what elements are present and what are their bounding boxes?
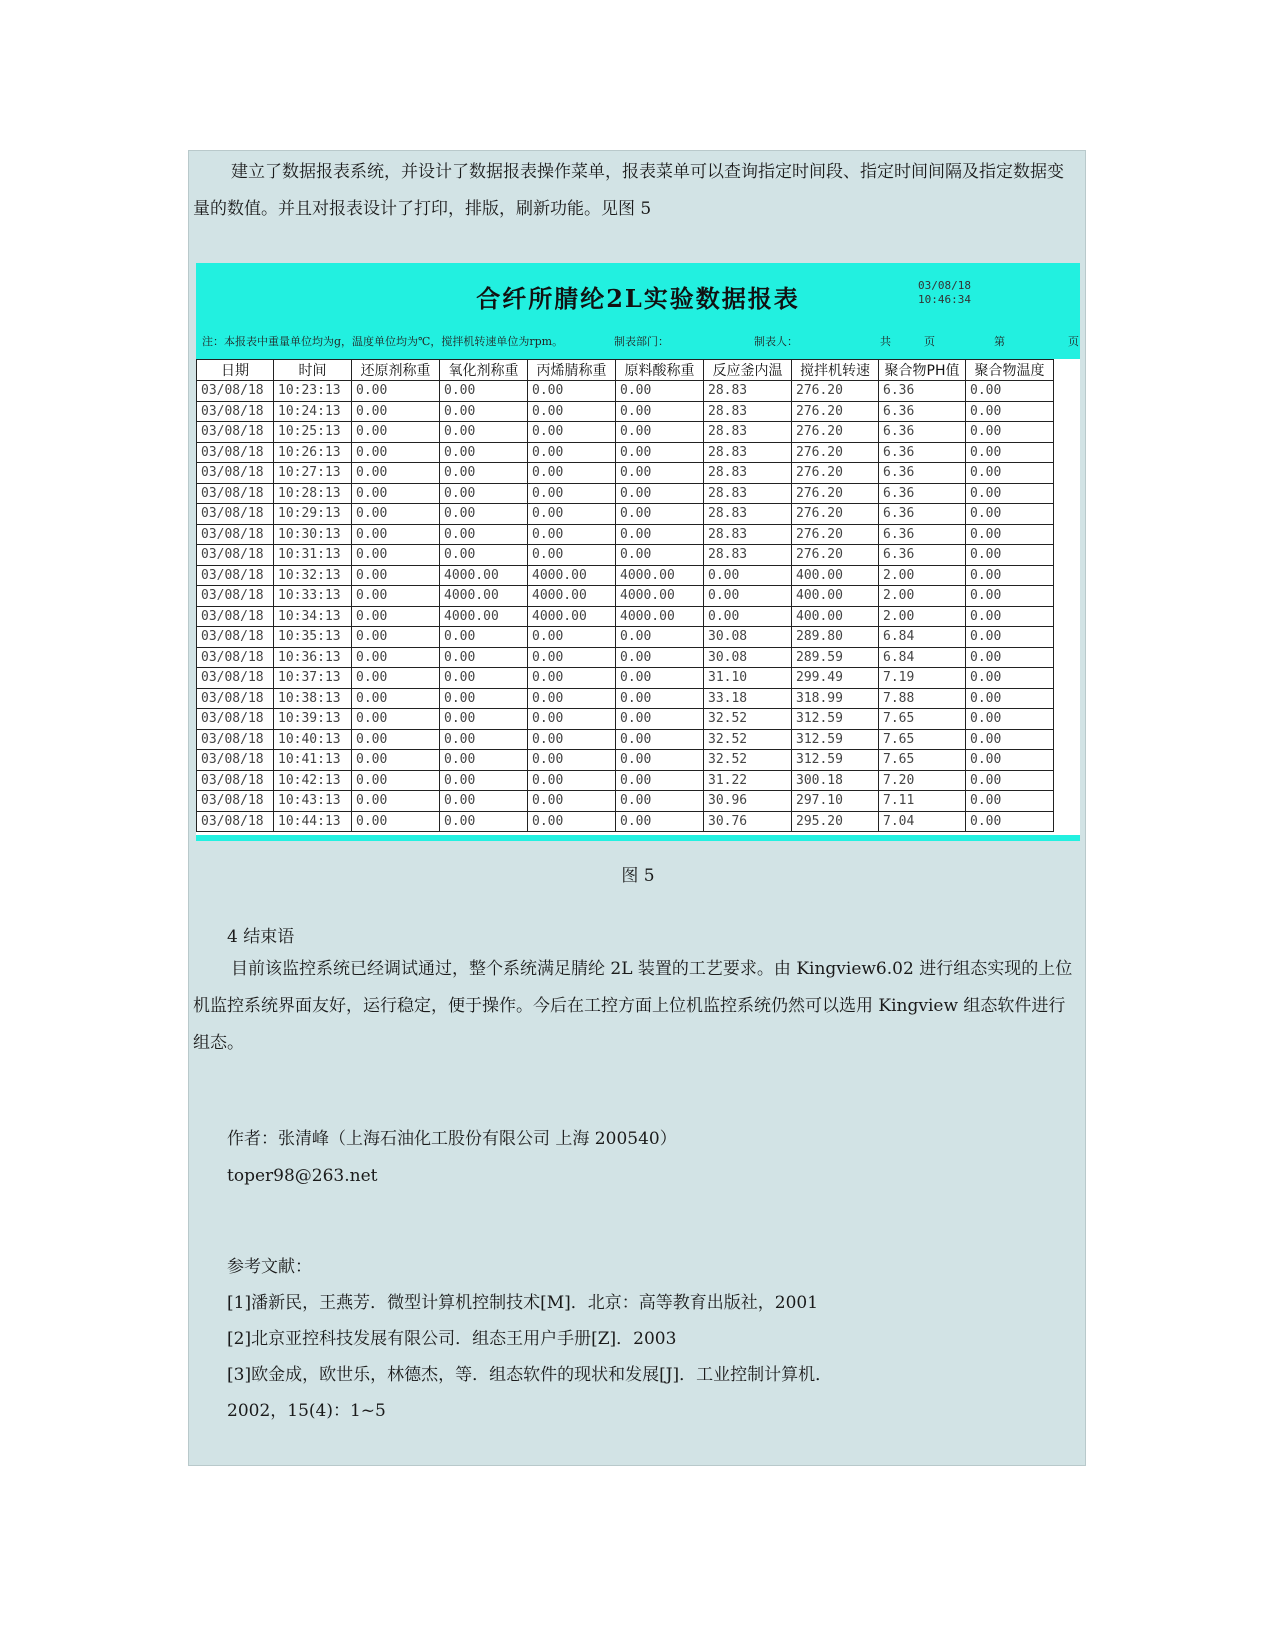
- table-cell: 0.00: [440, 483, 528, 504]
- table-cell: 4000.00: [440, 565, 528, 586]
- table-cell: 28.83: [704, 463, 792, 484]
- table-cell: 7.88: [879, 688, 966, 709]
- table-cell: 03/08/18: [197, 422, 274, 443]
- table-cell: 03/08/18: [197, 627, 274, 648]
- table-cell: 0.00: [616, 442, 704, 463]
- table-cell: 28.83: [704, 381, 792, 402]
- table-cell: 276.20: [792, 422, 879, 443]
- table-cell: 10:43:13: [274, 791, 352, 812]
- table-cell: 10:37:13: [274, 668, 352, 689]
- table-cell: 03/08/18: [197, 504, 274, 525]
- table-cell: 30.08: [704, 647, 792, 668]
- table-cell: 6.36: [879, 545, 966, 566]
- report-maker-label: 制表人：: [754, 335, 798, 348]
- table-cell: 0.00: [440, 442, 528, 463]
- table-row: [197, 688, 1054, 709]
- table-cell: 10:36:13: [274, 647, 352, 668]
- table-row: [197, 791, 1054, 812]
- table-cell: 276.20: [792, 401, 879, 422]
- table-cell: 0.00: [966, 770, 1054, 791]
- table-cell: 400.00: [792, 586, 879, 607]
- table-row: [197, 483, 1054, 504]
- table-cell: 28.83: [704, 504, 792, 525]
- table-cell: 2.00: [879, 565, 966, 586]
- table-cell: 6.36: [879, 381, 966, 402]
- table-row: [197, 463, 1054, 484]
- table-cell: 0.00: [440, 463, 528, 484]
- table-cell: 6.84: [879, 627, 966, 648]
- table-cell: 0.00: [966, 729, 1054, 750]
- table-cell: 7.65: [879, 709, 966, 730]
- table-cell: 0.00: [966, 627, 1054, 648]
- table-cell: 03/08/18: [197, 483, 274, 504]
- table-cell: 0.00: [352, 422, 440, 443]
- table-cell: 31.22: [704, 770, 792, 791]
- reference-item: [1]潘新民，王燕芳．微型计算机控制技术[M]．北京：高等教育出版社，2001: [227, 1293, 819, 1313]
- report-datetime: [918, 279, 971, 307]
- report-no-label: 第: [994, 335, 1005, 348]
- table-cell: 276.20: [792, 463, 879, 484]
- table-cell: 0.00: [966, 668, 1054, 689]
- table-cell: 0.00: [440, 750, 528, 771]
- table-cell: 03/08/18: [197, 545, 274, 566]
- table-cell: 0.00: [966, 688, 1054, 709]
- table-cell: 10:42:13: [274, 770, 352, 791]
- table-cell: 0.00: [966, 442, 1054, 463]
- table-cell: 0.00: [616, 729, 704, 750]
- report-figure: [196, 263, 1080, 841]
- table-cell: 2.00: [879, 606, 966, 627]
- table-cell: 0.00: [440, 770, 528, 791]
- table-cell: 28.83: [704, 483, 792, 504]
- table-cell: 276.20: [792, 483, 879, 504]
- table-cell: 0.00: [966, 381, 1054, 402]
- table-cell: 33.18: [704, 688, 792, 709]
- column-header: 时间: [274, 360, 352, 381]
- table-cell: 7.04: [879, 811, 966, 832]
- table-cell: 10:29:13: [274, 504, 352, 525]
- table-cell: 0.00: [352, 647, 440, 668]
- table-cell: 0.00: [704, 586, 792, 607]
- table-cell: 10:35:13: [274, 627, 352, 648]
- table-cell: 276.20: [792, 545, 879, 566]
- table-row: [197, 422, 1054, 443]
- reference-item-continued: 2002，15(4)：1~5: [227, 1401, 386, 1421]
- figure-caption: 图 5: [621, 866, 655, 886]
- table-cell: 0.00: [528, 811, 616, 832]
- table-cell: 0.00: [440, 627, 528, 648]
- table-cell: 32.52: [704, 709, 792, 730]
- table-cell: 03/08/18: [197, 811, 274, 832]
- table-cell: 0.00: [440, 709, 528, 730]
- table-cell: 0.00: [528, 647, 616, 668]
- table-cell: 0.00: [966, 565, 1054, 586]
- table-cell: 0.00: [966, 504, 1054, 525]
- conclusion-paragraph: 目前该监控系统已经调试通过，整个系统满足腈纶 2L 装置的工艺要求。由 Kingview6.02 进行组态实现的上位机监控系统界面友好，运行稳定，便于操作。今后在工控方面上位机监控系统仍然可以选用 Kingview 组态软件进行组态。: [193, 959, 1073, 1053]
- table-cell: 400.00: [792, 565, 879, 586]
- table-row: [197, 565, 1054, 586]
- table-cell: 03/08/18: [197, 401, 274, 422]
- table-cell: 0.00: [966, 586, 1054, 607]
- table-row: [197, 606, 1054, 627]
- reference-item: [2]北京亚控科技发展有限公司．组态王用户手册[Z]．2003: [227, 1329, 677, 1349]
- table-cell: 03/08/18: [197, 750, 274, 771]
- report-header: [196, 263, 1080, 359]
- table-cell: 0.00: [616, 688, 704, 709]
- references-title: 参考文献：: [227, 1257, 312, 1277]
- table-cell: 4000.00: [440, 606, 528, 627]
- table-cell: 6.84: [879, 647, 966, 668]
- table-cell: 03/08/18: [197, 791, 274, 812]
- column-header: 氧化剂称重: [440, 360, 528, 381]
- table-cell: 0.00: [352, 565, 440, 586]
- table-cell: 0.00: [440, 504, 528, 525]
- table-row: [197, 545, 1054, 566]
- table-cell: 6.36: [879, 483, 966, 504]
- column-header: 搅拌机转速: [792, 360, 879, 381]
- table-cell: 0.00: [352, 586, 440, 607]
- table-cell: 0.00: [966, 463, 1054, 484]
- table-cell: 0.00: [616, 422, 704, 443]
- table-cell: 297.10: [792, 791, 879, 812]
- table-cell: 4000.00: [528, 606, 616, 627]
- reference-item: [3]欧金成，欧世乐，林德杰，等．组态软件的现状和发展[J]．工业控制计算机．: [227, 1365, 833, 1385]
- table-cell: 0.00: [616, 647, 704, 668]
- table-cell: 6.36: [879, 524, 966, 545]
- table-cell: 28.83: [704, 545, 792, 566]
- table-cell: 0.00: [352, 729, 440, 750]
- column-header: 反应釜内温: [704, 360, 792, 381]
- table-cell: 0.00: [616, 483, 704, 504]
- table-cell: 0.00: [440, 791, 528, 812]
- table-cell: 10:25:13: [274, 422, 352, 443]
- table-cell: 10:27:13: [274, 463, 352, 484]
- report-page-label: 页: [924, 335, 935, 348]
- column-header: 丙烯腈称重: [528, 360, 616, 381]
- table-cell: 0.00: [352, 524, 440, 545]
- table-cell: 7.11: [879, 791, 966, 812]
- table-row: [197, 504, 1054, 525]
- table-cell: 03/08/18: [197, 647, 274, 668]
- table-cell: 0.00: [966, 647, 1054, 668]
- table-cell: 0.00: [528, 545, 616, 566]
- table-cell: 0.00: [966, 750, 1054, 771]
- table-cell: 0.00: [528, 483, 616, 504]
- table-cell: 03/08/18: [197, 688, 274, 709]
- table-cell: 0.00: [528, 504, 616, 525]
- table-cell: 0.00: [616, 709, 704, 730]
- column-header: 日期: [197, 360, 274, 381]
- table-cell: 0.00: [440, 545, 528, 566]
- report-title: 合纤所腈纶2L实验数据报表: [476, 284, 800, 313]
- table-cell: 0.00: [616, 504, 704, 525]
- table-cell: 4000.00: [616, 565, 704, 586]
- report-page-label-2: 页: [1068, 335, 1079, 348]
- table-cell: 10:40:13: [274, 729, 352, 750]
- table-cell: 0.00: [616, 791, 704, 812]
- table-cell: 276.20: [792, 504, 879, 525]
- table-cell: 289.80: [792, 627, 879, 648]
- table-cell: 0.00: [352, 709, 440, 730]
- table-header-row: [197, 360, 1054, 381]
- table-cell: 0.00: [352, 606, 440, 627]
- intro-paragraph: 建立了数据报表系统，并设计了数据报表操作菜单，报表菜单可以查询指定时间段、指定时间间隔及指定数据变量的数值。并且对报表设计了打印，排版，刷新功能。见图 5: [193, 162, 1064, 219]
- table-cell: 0.00: [440, 811, 528, 832]
- table-cell: 28.83: [704, 422, 792, 443]
- table-row: [197, 750, 1054, 771]
- table-cell: 300.18: [792, 770, 879, 791]
- table-cell: 10:38:13: [274, 688, 352, 709]
- table-cell: 4000.00: [616, 606, 704, 627]
- table-cell: 0.00: [616, 668, 704, 689]
- table-cell: 312.59: [792, 729, 879, 750]
- table-cell: 0.00: [966, 524, 1054, 545]
- table-row: [197, 709, 1054, 730]
- table-cell: 0.00: [440, 381, 528, 402]
- report-table: [196, 359, 1054, 832]
- table-cell: 10:44:13: [274, 811, 352, 832]
- table-cell: 0.00: [440, 668, 528, 689]
- table-cell: 276.20: [792, 524, 879, 545]
- table-cell: 03/08/18: [197, 565, 274, 586]
- table-cell: 0.00: [966, 811, 1054, 832]
- table-cell: 0.00: [704, 565, 792, 586]
- table-row: [197, 668, 1054, 689]
- table-cell: 295.20: [792, 811, 879, 832]
- table-cell: 0.00: [528, 750, 616, 771]
- table-cell: 0.00: [352, 401, 440, 422]
- table-cell: 28.83: [704, 401, 792, 422]
- table-cell: 0.00: [966, 606, 1054, 627]
- table-cell: 0.00: [528, 381, 616, 402]
- table-cell: 03/08/18: [197, 729, 274, 750]
- table-cell: 0.00: [352, 770, 440, 791]
- table-cell: 10:26:13: [274, 442, 352, 463]
- table-row: [197, 729, 1054, 750]
- table-cell: 10:30:13: [274, 524, 352, 545]
- table-cell: 318.99: [792, 688, 879, 709]
- table-cell: 0.00: [966, 401, 1054, 422]
- table-cell: 312.59: [792, 709, 879, 730]
- table-cell: 4000.00: [616, 586, 704, 607]
- table-cell: 10:24:13: [274, 401, 352, 422]
- table-row: [197, 524, 1054, 545]
- table-cell: 03/08/18: [197, 524, 274, 545]
- table-cell: 0.00: [616, 811, 704, 832]
- table-cell: 0.00: [528, 627, 616, 648]
- table-cell: 0.00: [352, 668, 440, 689]
- table-cell: 0.00: [616, 627, 704, 648]
- table-cell: 0.00: [352, 483, 440, 504]
- table-cell: 03/08/18: [197, 586, 274, 607]
- table-cell: 03/08/18: [197, 668, 274, 689]
- table-cell: 0.00: [528, 709, 616, 730]
- table-cell: 03/08/18: [197, 463, 274, 484]
- table-cell: 10:39:13: [274, 709, 352, 730]
- table-row: [197, 627, 1054, 648]
- column-header: 聚合物PH值: [879, 360, 966, 381]
- table-cell: 7.65: [879, 729, 966, 750]
- table-cell: 0.00: [352, 504, 440, 525]
- table-cell: 0.00: [966, 545, 1054, 566]
- table-cell: 0.00: [352, 442, 440, 463]
- table-cell: 10:33:13: [274, 586, 352, 607]
- table-cell: 0.00: [352, 791, 440, 812]
- table-cell: 03/08/18: [197, 381, 274, 402]
- table-cell: 0.00: [528, 688, 616, 709]
- table-cell: 0.00: [966, 709, 1054, 730]
- table-cell: 0.00: [440, 524, 528, 545]
- table-cell: 0.00: [352, 463, 440, 484]
- table-cell: 0.00: [966, 422, 1054, 443]
- column-header: 还原剂称重: [352, 360, 440, 381]
- table-cell: 30.96: [704, 791, 792, 812]
- table-cell: 276.20: [792, 442, 879, 463]
- table-cell: 0.00: [352, 545, 440, 566]
- table-cell: 0.00: [528, 524, 616, 545]
- table-cell: 2.00: [879, 586, 966, 607]
- table-row: [197, 442, 1054, 463]
- table-cell: 32.52: [704, 750, 792, 771]
- table-cell: 10:31:13: [274, 545, 352, 566]
- table-cell: 0.00: [616, 770, 704, 791]
- table-cell: 7.65: [879, 750, 966, 771]
- table-cell: 0.00: [704, 606, 792, 627]
- table-cell: 0.00: [616, 463, 704, 484]
- column-header: 原料酸称重: [616, 360, 704, 381]
- table-body: [197, 381, 1054, 832]
- table-row: [197, 586, 1054, 607]
- table-row: [197, 381, 1054, 402]
- table-cell: 0.00: [616, 401, 704, 422]
- table-cell: 03/08/18: [197, 709, 274, 730]
- report-total-label: 共: [880, 335, 891, 348]
- table-cell: 0.00: [528, 668, 616, 689]
- table-cell: 400.00: [792, 606, 879, 627]
- table-cell: 03/08/18: [197, 442, 274, 463]
- table-cell: 0.00: [352, 688, 440, 709]
- table-cell: 289.59: [792, 647, 879, 668]
- table-cell: 10:28:13: [274, 483, 352, 504]
- table-cell: 299.49: [792, 668, 879, 689]
- table-row: [197, 811, 1054, 832]
- table-cell: 10:23:13: [274, 381, 352, 402]
- table-cell: 0.00: [528, 770, 616, 791]
- table-cell: 4000.00: [440, 586, 528, 607]
- table-cell: 7.20: [879, 770, 966, 791]
- table-cell: 0.00: [528, 401, 616, 422]
- table-cell: 03/08/18: [197, 606, 274, 627]
- table-cell: 4000.00: [528, 586, 616, 607]
- table-cell: 0.00: [440, 729, 528, 750]
- table-cell: 0.00: [528, 791, 616, 812]
- table-cell: 0.00: [966, 791, 1054, 812]
- table-cell: 10:34:13: [274, 606, 352, 627]
- table-cell: 7.19: [879, 668, 966, 689]
- table-cell: 312.59: [792, 750, 879, 771]
- table-cell: 6.36: [879, 442, 966, 463]
- table-cell: 6.36: [879, 463, 966, 484]
- table-cell: 6.36: [879, 401, 966, 422]
- report-time: 10:46:34: [918, 293, 971, 306]
- table-cell: 0.00: [440, 422, 528, 443]
- report-date: 03/08/18: [918, 279, 971, 292]
- table-cell: 32.52: [704, 729, 792, 750]
- table-cell: 31.10: [704, 668, 792, 689]
- table-cell: 03/08/18: [197, 770, 274, 791]
- table-cell: 0.00: [616, 524, 704, 545]
- table-cell: 0.00: [352, 811, 440, 832]
- section-title: 4 结束语: [227, 927, 295, 947]
- report-units-note: 注：本报表中重量单位均为g，温度单位均为℃，搅拌机转速单位为rpm。: [202, 335, 564, 348]
- table-cell: 0.00: [352, 381, 440, 402]
- column-header: 聚合物温度: [966, 360, 1054, 381]
- table-row: [197, 401, 1054, 422]
- table-cell: 0.00: [528, 463, 616, 484]
- table-cell: 30.08: [704, 627, 792, 648]
- table-cell: 10:32:13: [274, 565, 352, 586]
- table-cell: 0.00: [616, 545, 704, 566]
- author-line: 作者：张清峰（上海石油化工股份有限公司 上海 200540）: [227, 1129, 677, 1149]
- report-dept-label: 制表部门：: [614, 335, 669, 348]
- table-cell: 6.36: [879, 422, 966, 443]
- table-cell: 0.00: [966, 483, 1054, 504]
- table-cell: 6.36: [879, 504, 966, 525]
- table-cell: 276.20: [792, 381, 879, 402]
- table-row: [197, 647, 1054, 668]
- table-cell: 0.00: [616, 750, 704, 771]
- table-cell: 0.00: [528, 442, 616, 463]
- table-cell: 0.00: [352, 750, 440, 771]
- table-cell: 0.00: [616, 381, 704, 402]
- table-cell: 0.00: [440, 647, 528, 668]
- table-cell: 4000.00: [528, 565, 616, 586]
- table-cell: 28.83: [704, 442, 792, 463]
- table-cell: 28.83: [704, 524, 792, 545]
- table-cell: 10:41:13: [274, 750, 352, 771]
- table-cell: 0.00: [440, 688, 528, 709]
- table-row: [197, 770, 1054, 791]
- author-email[interactable]: toper98@263.net: [227, 1166, 378, 1186]
- article-panel: [188, 150, 1086, 1466]
- table-cell: 30.76: [704, 811, 792, 832]
- table-cell: 0.00: [528, 422, 616, 443]
- table-cell: 0.00: [352, 627, 440, 648]
- table-cell: 0.00: [528, 729, 616, 750]
- table-cell: 0.00: [440, 401, 528, 422]
